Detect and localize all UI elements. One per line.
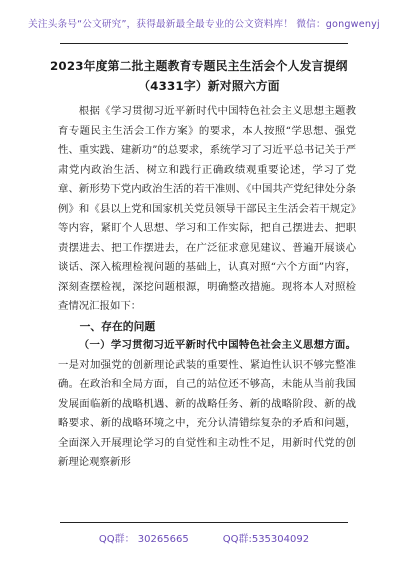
header-banner: 关注头条号“公文研究”，获得最新最全最专业的公文资料库！ 微信：gongwenyj xyxy=(28,19,380,30)
section-heading: 一、存在的问题 xyxy=(79,319,156,333)
header-divider xyxy=(60,43,348,44)
footer-qq-group-2: QQ群:535304092 xyxy=(222,534,310,545)
title-line-1: 2023年度第二批主题教育专题民主生活会个人发言提纲 xyxy=(50,59,348,73)
intro-paragraph: 根据《学习贯彻习近平新时代中国特色社会主义思想主题教育专题民主生活会工作方案》的要求，本人按照“学思想、强党性、重实践、建新功”的总要求，系统学习了习近平总书记关于严肃党内政治生活、树立和践行正确政绩观重要论述，学习了党章、新形势下党内政治生活的若干准则、《中国共产党纪律处分条例》和《县以上党和国家机关党员领导干部民主生活会若干规定》等内容，紧盯个人思想、学习和工作实际，把自己摆进去、把职责摆进去、把工作摆进去，在广泛征求意见建议、普遍开展谈心谈话、深入梳理检视问题的基础上，认真对照“六个方面”内容，深刻查摆检视，深挖问题根源，明确整改措施。现将本人对照检查情况汇报如下： xyxy=(58,105,356,312)
document-body xyxy=(58,102,356,473)
subsection-paragraph xyxy=(58,336,356,473)
document-title xyxy=(50,56,368,96)
title-line-2: （4331字）新对照六方面 xyxy=(138,79,280,93)
footer-contacts xyxy=(0,530,408,545)
subsection-text: 一是对加强党的创新理论武装的重要性、紧迫性认识不够完整准确。在政治和全局方面，自己的站位还不够高，未能从当前我国发展面临新的战略机遇、新的战略任务、新的战略阶段、新的战略要求、新的战略环境之中，充分认清错综复杂的矛盾和问题，全面深入开展理论学习的自觉性和主动性不足，用新时代党的创新理论观察新形 xyxy=(58,358,356,468)
subsection-heading: （一）学习贯彻习近平新时代中国特色社会主义思想方面。 xyxy=(78,339,356,351)
footer-qq-group-1: QQ群： 30265665 xyxy=(98,534,189,545)
footer-divider xyxy=(60,522,348,523)
